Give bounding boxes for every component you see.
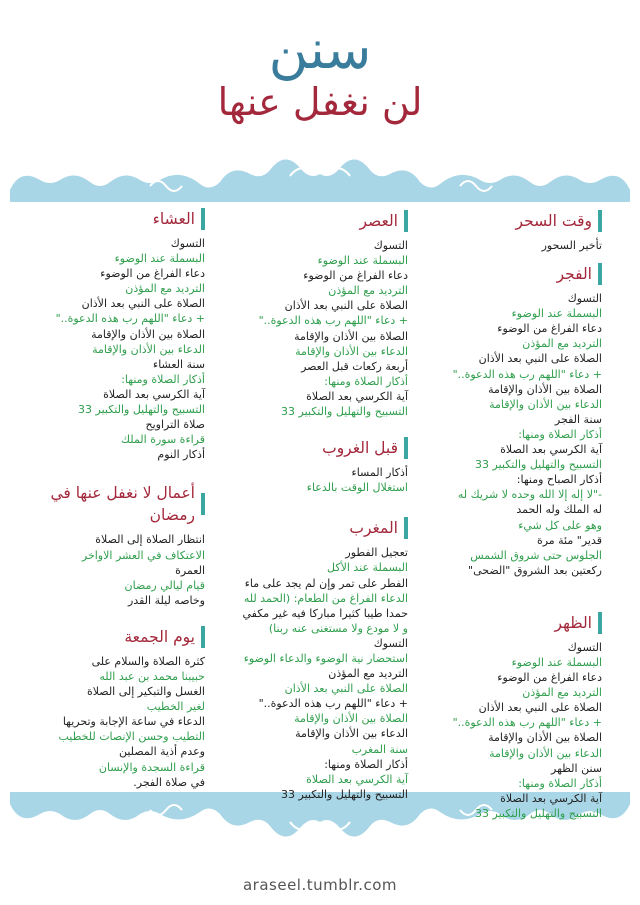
list-item: الصلاة على النبي بعد الأذان	[284, 682, 408, 696]
list-item: الصلاة بين الأذان والإقامة	[294, 329, 408, 343]
list-item: كثرة الصلاة والسلام على	[91, 654, 205, 668]
list-item: الدعاء في ساعة الإجابة وتحريها	[62, 715, 205, 729]
section-heading	[417, 210, 602, 232]
list-item: و لا مودع ولا مستغنى عنه ربنا)	[268, 621, 408, 635]
list-item: آية الكرسي بعد الصلاة	[500, 791, 602, 805]
heading-accent-bar	[404, 210, 408, 232]
section-heading	[417, 612, 602, 634]
list-item: دعاء الفراغ من الوضوء	[497, 322, 602, 336]
list-item: الدعاء الفراغ من الطعام: (الحمد لله	[243, 591, 408, 605]
list-item: الدعاء بين الأذان والإقامة	[295, 727, 408, 741]
section-title: الفجر	[556, 265, 592, 284]
list-item: الاعتكاف في العشر الاواخر	[81, 548, 205, 562]
list-item: قراءة سورة الملك	[121, 433, 205, 447]
list-item: + دعاء "اللهم رب هذه الدعوة.."	[452, 367, 602, 381]
list-item: الترديد مع المؤذن	[522, 686, 602, 700]
page-subtitle: لن نغفل عنها	[217, 80, 423, 124]
list-item: الدعاء بين الأذان والإقامة	[92, 342, 205, 356]
list-item: + دعاء "اللهم رب هذه الدعوة.."	[55, 312, 205, 326]
heading-accent-bar	[201, 493, 205, 515]
list-item: الدعاء بين الأذان والإقامة	[489, 746, 602, 760]
section-0	[10, 208, 205, 462]
list-item: + دعاء "اللهم رب هذه الدعوة.."	[258, 697, 408, 711]
heading-accent-bar	[404, 517, 408, 539]
list-item: وخاصه ليلة القدر	[128, 593, 205, 607]
list-item: التسبيح والتهليل والتكبير 33	[78, 403, 205, 417]
section-item-list	[10, 654, 205, 790]
list-item: + دعاء "اللهم رب هذه الدعوة.."	[258, 314, 408, 328]
page-title: سنن	[268, 18, 372, 81]
list-item: سنة الفجر	[554, 412, 602, 426]
list-item: الصلاة على النبي بعد الأذان	[478, 352, 602, 366]
list-item: الجلوس حتى شروق الشمس	[470, 548, 602, 562]
section-title: قبل الغروب	[322, 439, 398, 458]
list-item: آية الكرسي بعد الصلاة	[306, 389, 408, 403]
list-item: آية الكرسي بعد الصلاة	[103, 387, 205, 401]
middle-column	[218, 210, 408, 812]
heading-accent-bar	[598, 612, 602, 634]
list-item: الصلاة بين الأذان والإقامة	[488, 731, 602, 745]
section-heading	[10, 626, 205, 648]
section-heading	[10, 482, 205, 526]
section-item-list	[417, 291, 602, 578]
list-item: -"لا إله إلا الله وحده لا شريك له	[457, 488, 602, 502]
list-item: الغسل والتبكير إلى الصلاة	[86, 685, 205, 699]
list-item: تأخير السحور	[541, 239, 602, 252]
top-ornament-border	[0, 150, 640, 210]
section-item-list	[218, 545, 408, 802]
list-item: الترديد مع المؤذن	[328, 667, 408, 681]
list-item: أذكار الصلاة ومنها:	[121, 372, 205, 386]
list-item: العمرة	[175, 563, 205, 577]
list-item: التسبيح والتهليل والتكبير 33	[281, 405, 408, 419]
list-item: أذكار الصلاة ومنها:	[324, 374, 408, 388]
list-item: في صلاة الفجر.	[133, 775, 205, 789]
section-1	[10, 482, 205, 607]
list-item: له الملك وله الحمد	[516, 503, 602, 517]
list-item: قدير" مئة مرة	[536, 533, 602, 547]
list-item: البسملة عند الوضوء	[511, 307, 602, 321]
list-item: سنة المغرب	[351, 742, 408, 756]
list-item: ركعتين بعد الشروق "الضحى"	[468, 563, 602, 577]
section-item-list	[218, 465, 408, 495]
heading-accent-bar	[404, 437, 408, 459]
list-item: دعاء الفراغ من الوضوء	[497, 671, 602, 685]
section-1	[218, 437, 408, 495]
section-title: يوم الجمعة	[124, 627, 195, 646]
section-title: المغرب	[349, 519, 398, 538]
list-item: استغلال الوقت بالدعاء	[306, 481, 408, 495]
list-item: دعاء الفراغ من الوضوء	[100, 267, 205, 281]
section-item-list	[417, 640, 602, 821]
list-item: حبيبنا محمد بن عبد الله	[99, 669, 205, 683]
list-item: الصلاة على النبي بعد الأذان	[478, 701, 602, 715]
list-item: الصلاة بين الأذان والإقامة	[91, 327, 205, 341]
section-0	[417, 210, 602, 253]
left-column	[10, 208, 205, 800]
section-item-list	[10, 532, 205, 607]
list-item: أربعة ركعات قبل العصر	[301, 359, 408, 373]
list-item: سنة العشاء	[153, 357, 205, 371]
list-item: آية الكرسي بعد الصلاة	[306, 772, 408, 786]
list-item: التسوك	[170, 237, 205, 250]
list-item: البسملة عند الوضوء	[317, 254, 408, 268]
list-item: سنن الظهر	[551, 761, 602, 775]
list-item: وعدم أذية المصلين	[118, 745, 205, 759]
list-item: أذكار المساء	[351, 466, 408, 480]
list-item: قيام ليالي رمضان	[124, 578, 205, 592]
list-item: التسبيح والتهليل والتكبير 33	[475, 458, 602, 472]
list-item: البسملة عند الأكل	[327, 561, 408, 575]
section-heading	[218, 210, 408, 232]
section-2	[417, 612, 602, 821]
list-item: الفطر على تمر وإن لم يجد على ماء	[244, 576, 408, 590]
list-item: التسبيح والتهليل والتكبير 33	[475, 806, 602, 820]
section-heading	[218, 437, 408, 459]
list-item: الترديد مع المؤذن	[522, 337, 602, 351]
list-item: التسبيح والتهليل والتكبير 33	[281, 787, 408, 801]
list-item: أذكار الصلاة ومنها:	[518, 427, 602, 441]
list-item: أذكار الصباح ومنها:	[516, 473, 602, 487]
section-0	[218, 210, 408, 419]
heading-accent-bar	[201, 626, 205, 648]
list-item: وهو على كل شيء	[518, 518, 602, 532]
list-item: التسوك	[567, 292, 602, 306]
list-item: قراءة السجدة والإنسان	[98, 760, 205, 774]
section-1	[417, 263, 602, 578]
section-2	[10, 626, 205, 790]
list-item: صلاة التراويح	[145, 418, 205, 432]
footer-url: araseel.tumblr.com	[242, 876, 398, 894]
list-item: الصلاة على النبي بعد الأذان	[81, 297, 205, 311]
section-heading	[417, 263, 602, 285]
list-item: تعجيل الفطور	[345, 546, 408, 560]
list-item: + دعاء "اللهم رب هذه الدعوة.."	[452, 716, 602, 730]
section-heading	[10, 208, 205, 230]
list-item: الدعاء بين الأذان والإقامة	[295, 344, 408, 358]
section-item-list	[417, 238, 602, 253]
list-item: البسملة عند الوضوء	[511, 655, 602, 669]
section-item-list	[10, 236, 205, 462]
list-item: البسملة عند الوضوء	[114, 252, 205, 266]
list-item: انتظار الصلاة إلى الصلاة	[95, 533, 205, 547]
list-item: التسوك	[567, 640, 602, 654]
section-title: العصر	[359, 212, 398, 230]
list-item: لغير الخطيب	[146, 700, 205, 714]
heading-accent-bar	[201, 208, 205, 230]
list-item: التسوك	[373, 239, 408, 252]
list-item: الدعاء بين الأذان والإقامة	[489, 397, 602, 411]
list-item: الصلاة على النبي بعد الأذان	[284, 299, 408, 313]
section-title: أعمال لا نغفل عنها في رمضان	[50, 484, 195, 525]
list-item: الترديد مع المؤذن	[125, 282, 205, 296]
list-item: الصلاة بين الأذان والإقامة	[488, 382, 602, 396]
list-item: أذكار الصلاة ومنها:	[324, 757, 408, 771]
list-item: حمدا طيبا كثيرا مباركا فيه غير مكفي	[242, 606, 408, 620]
section-heading	[218, 517, 408, 539]
section-item-list	[218, 238, 408, 419]
list-item: التطيب وحسن الإنصات للخطيب	[58, 730, 205, 744]
list-item: أذكار الصلاة ومنها:	[518, 776, 602, 790]
list-item: دعاء الفراغ من الوضوء	[303, 269, 408, 283]
list-item: استحضار نية الوضوء والدعاء الوضوء	[243, 651, 408, 665]
heading-accent-bar	[598, 210, 602, 232]
list-item: الترديد مع المؤذن	[328, 284, 408, 298]
right-column	[417, 210, 602, 831]
section-2	[218, 517, 408, 802]
section-title: الظهر	[554, 613, 592, 632]
heading-accent-bar	[598, 263, 602, 285]
list-item: آية الكرسي بعد الصلاة	[500, 443, 602, 457]
list-item: الصلاة بين الأذان والإقامة	[294, 712, 408, 726]
section-title: وقت السحر	[515, 212, 592, 230]
section-title: العشاء	[152, 210, 195, 228]
list-item: التسوك	[373, 636, 408, 650]
list-item: أذكار النوم	[157, 448, 205, 462]
